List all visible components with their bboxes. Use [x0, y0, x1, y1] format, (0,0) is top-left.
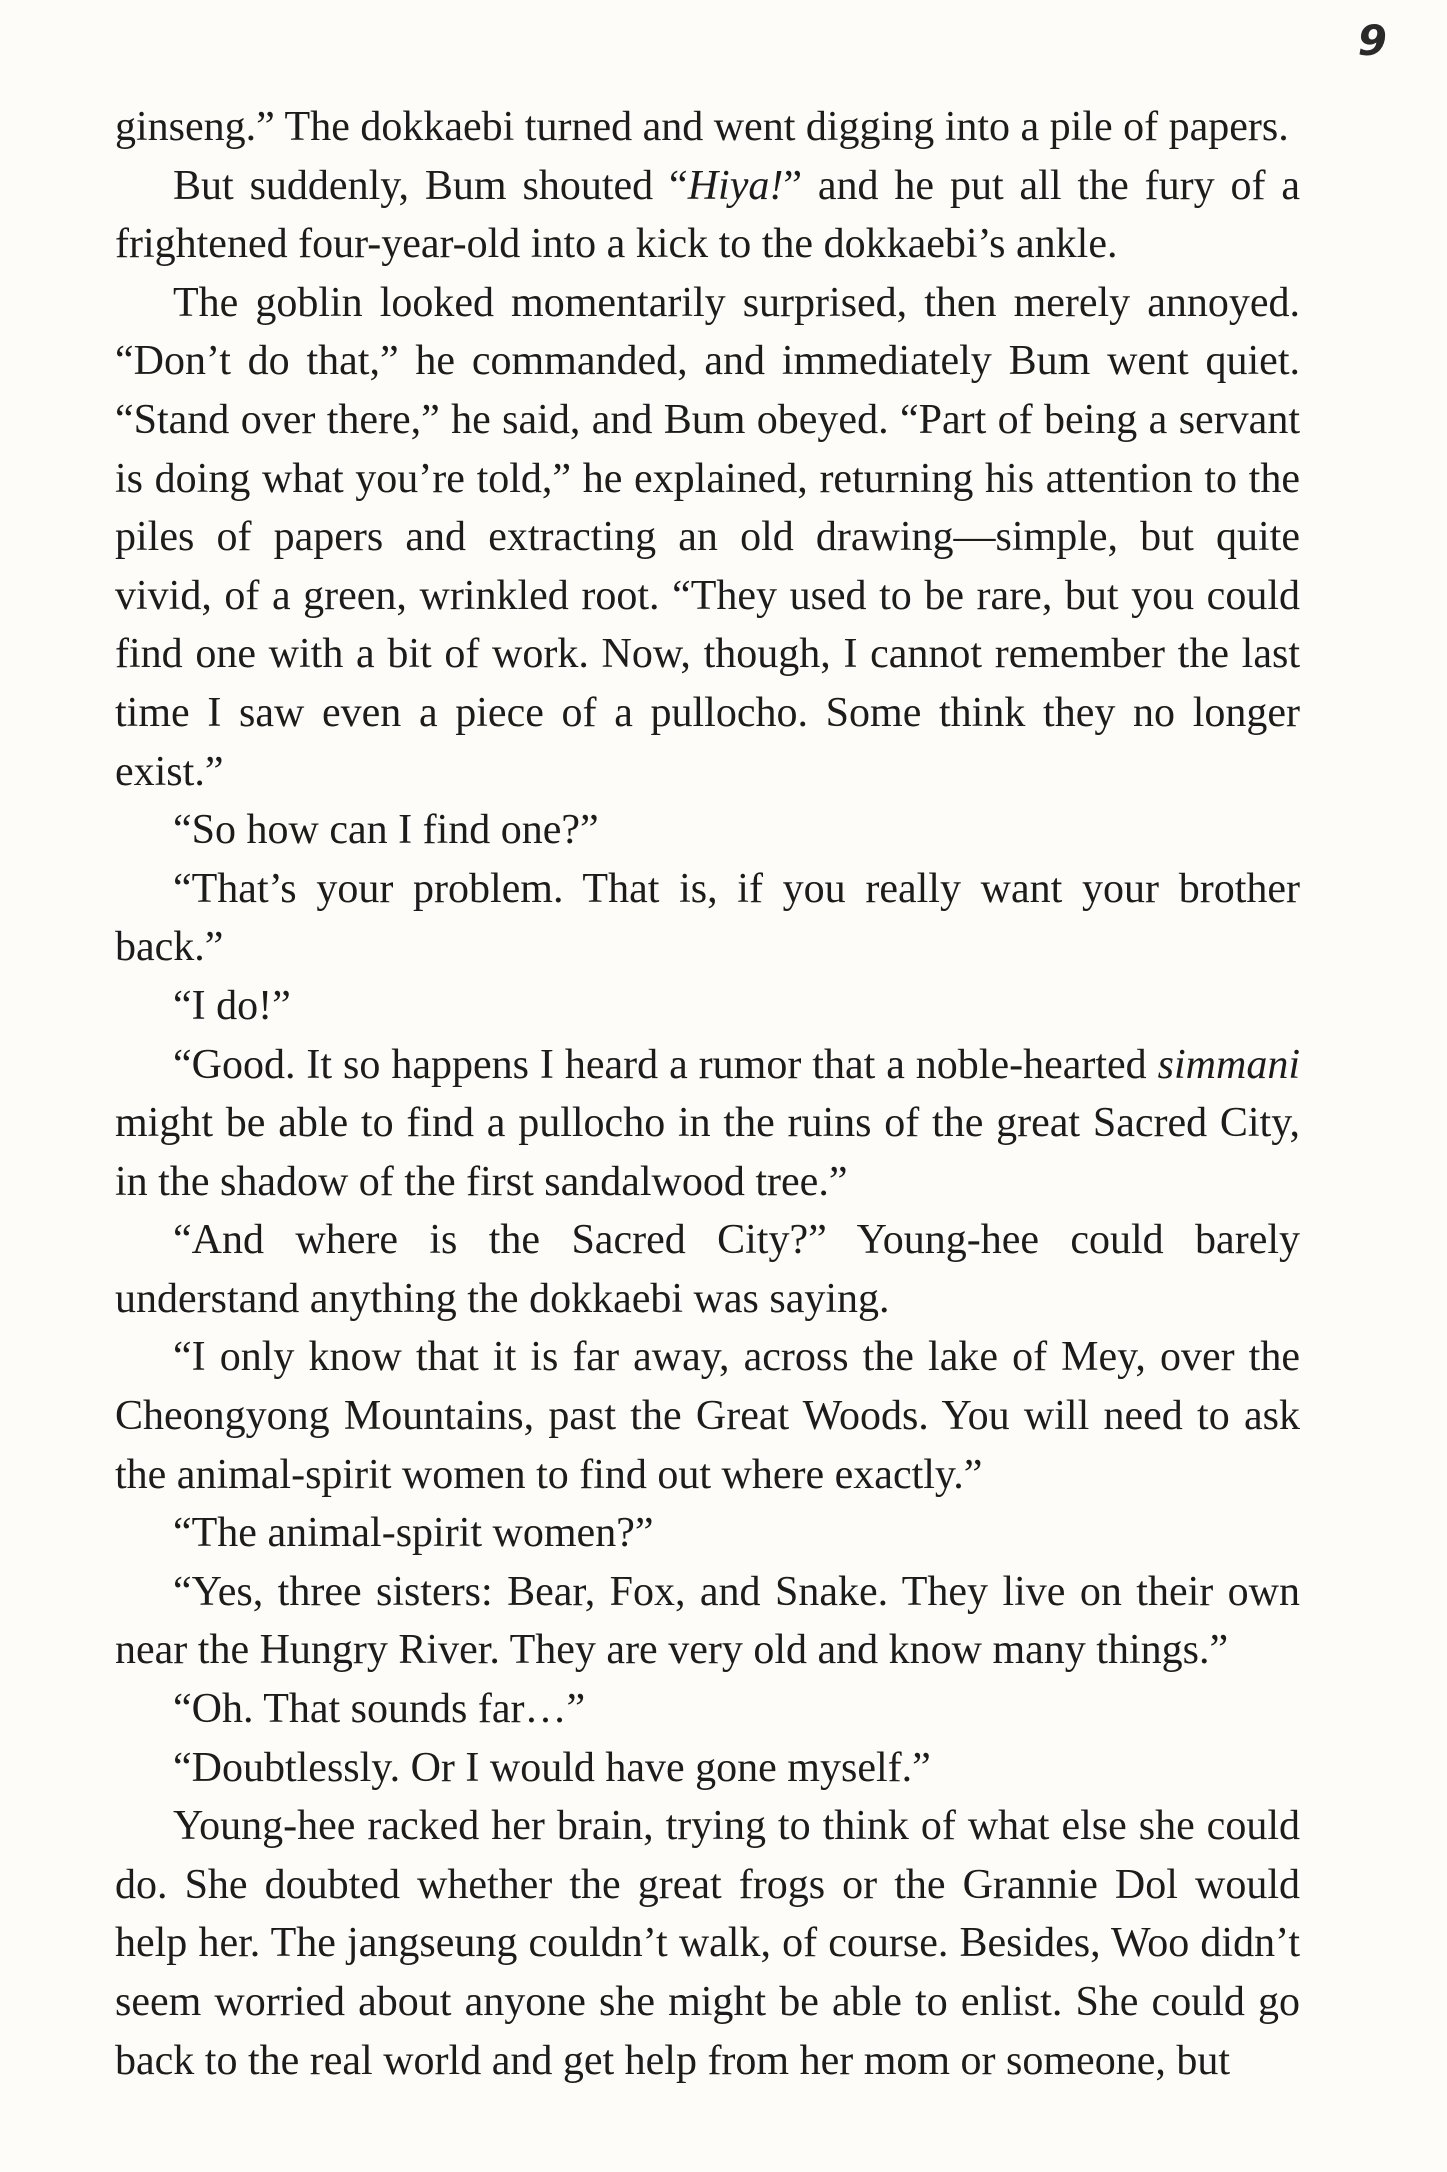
- paragraph: [115, 274, 1300, 801]
- paragraph: [115, 1036, 1300, 1212]
- text-run: “That’s your problem. That is, if you really want your brother back.”: [115, 865, 1300, 971]
- paragraph: [115, 1680, 1300, 1739]
- text-run: The goblin looked momentarily surprised, then merely annoyed. “Don’t do that,” he commanded, and immediately Bum went quiet. “Stand over there,” he said, and Bum obeyed. “Part of being a servant is doing what you’re told,” he explained, returning his attention to the piles of papers and extracting an old drawing—simple, but quite vivid, of a green, wrinkled root. “They used to be rare, but you could find one with a bit of work. Now, though, I cannot remember the last time I saw even a piece of a pullocho. Some think they no longer exist.”: [115, 279, 1300, 795]
- italic-text: Hiya!: [687, 162, 784, 209]
- paragraph: [115, 801, 1300, 860]
- text-run: might be able to find a pullocho in the ruins of the great Sacred City, in the shadow of the first sandalwood tree.”: [115, 1100, 1300, 1205]
- text-run: ” and he put all the fury of a frightened four-year-old into a kick to the dokkaebi’s ankle.: [115, 162, 1300, 268]
- text-run: “And where is the Sacred City?” Young-hee could barely understand anything the dokkaebi was saying.: [115, 1217, 1300, 1322]
- body-text: [115, 98, 1300, 2090]
- paragraph: [115, 860, 1300, 977]
- paragraph: [115, 977, 1300, 1036]
- paragraph: [115, 1563, 1300, 1680]
- text-run: “I only know that it is far away, across the lake of Mey, over the Cheongyong Mountains, past the Great Woods. You will need to ask the animal-spirit women to find out where exactly.”: [115, 1334, 1300, 1498]
- text-run: But suddenly, Bum shouted “: [173, 162, 688, 209]
- text-run: “The animal-spirit women?”: [173, 1510, 654, 1557]
- paragraph: [115, 1211, 1300, 1328]
- paragraph: [115, 1328, 1300, 1504]
- page-number: 9: [1357, 16, 1387, 65]
- paragraph: [115, 98, 1300, 157]
- paragraph: [115, 1504, 1300, 1563]
- text-run: Young-hee racked her brain, trying to think of what else she could do. She doubted whether the great frogs or the Grannie Dol would help her. The jangseung couldn’t walk, of course. Besides, Woo didn’t seem worried about anyone she might be able to enlist. She could go back to the real world and get help from her mom or someone, but: [115, 1803, 1300, 2084]
- paragraph: [115, 1797, 1300, 2090]
- paragraph: [115, 1739, 1300, 1798]
- text-run: “So how can I find one?”: [173, 807, 599, 854]
- text-run: “Yes, three sisters: Bear, Fox, and Snake. They live on their own near the Hungry River. They are very old and know many things.”: [115, 1568, 1300, 1674]
- italic-text: simmani: [1157, 1041, 1300, 1088]
- text-run: “Doubtlessly. Or I would have gone myself.”: [173, 1744, 931, 1791]
- text-run: “Oh. That sounds far…”: [173, 1686, 586, 1733]
- text-run: “Good. It so happens I heard a rumor that a noble-hearted: [173, 1041, 1158, 1088]
- text-run: “I do!”: [173, 982, 291, 1029]
- text-run: ginseng.” The dokkaebi turned and went digging into a pile of papers.: [115, 104, 1289, 150]
- paragraph: [115, 157, 1300, 274]
